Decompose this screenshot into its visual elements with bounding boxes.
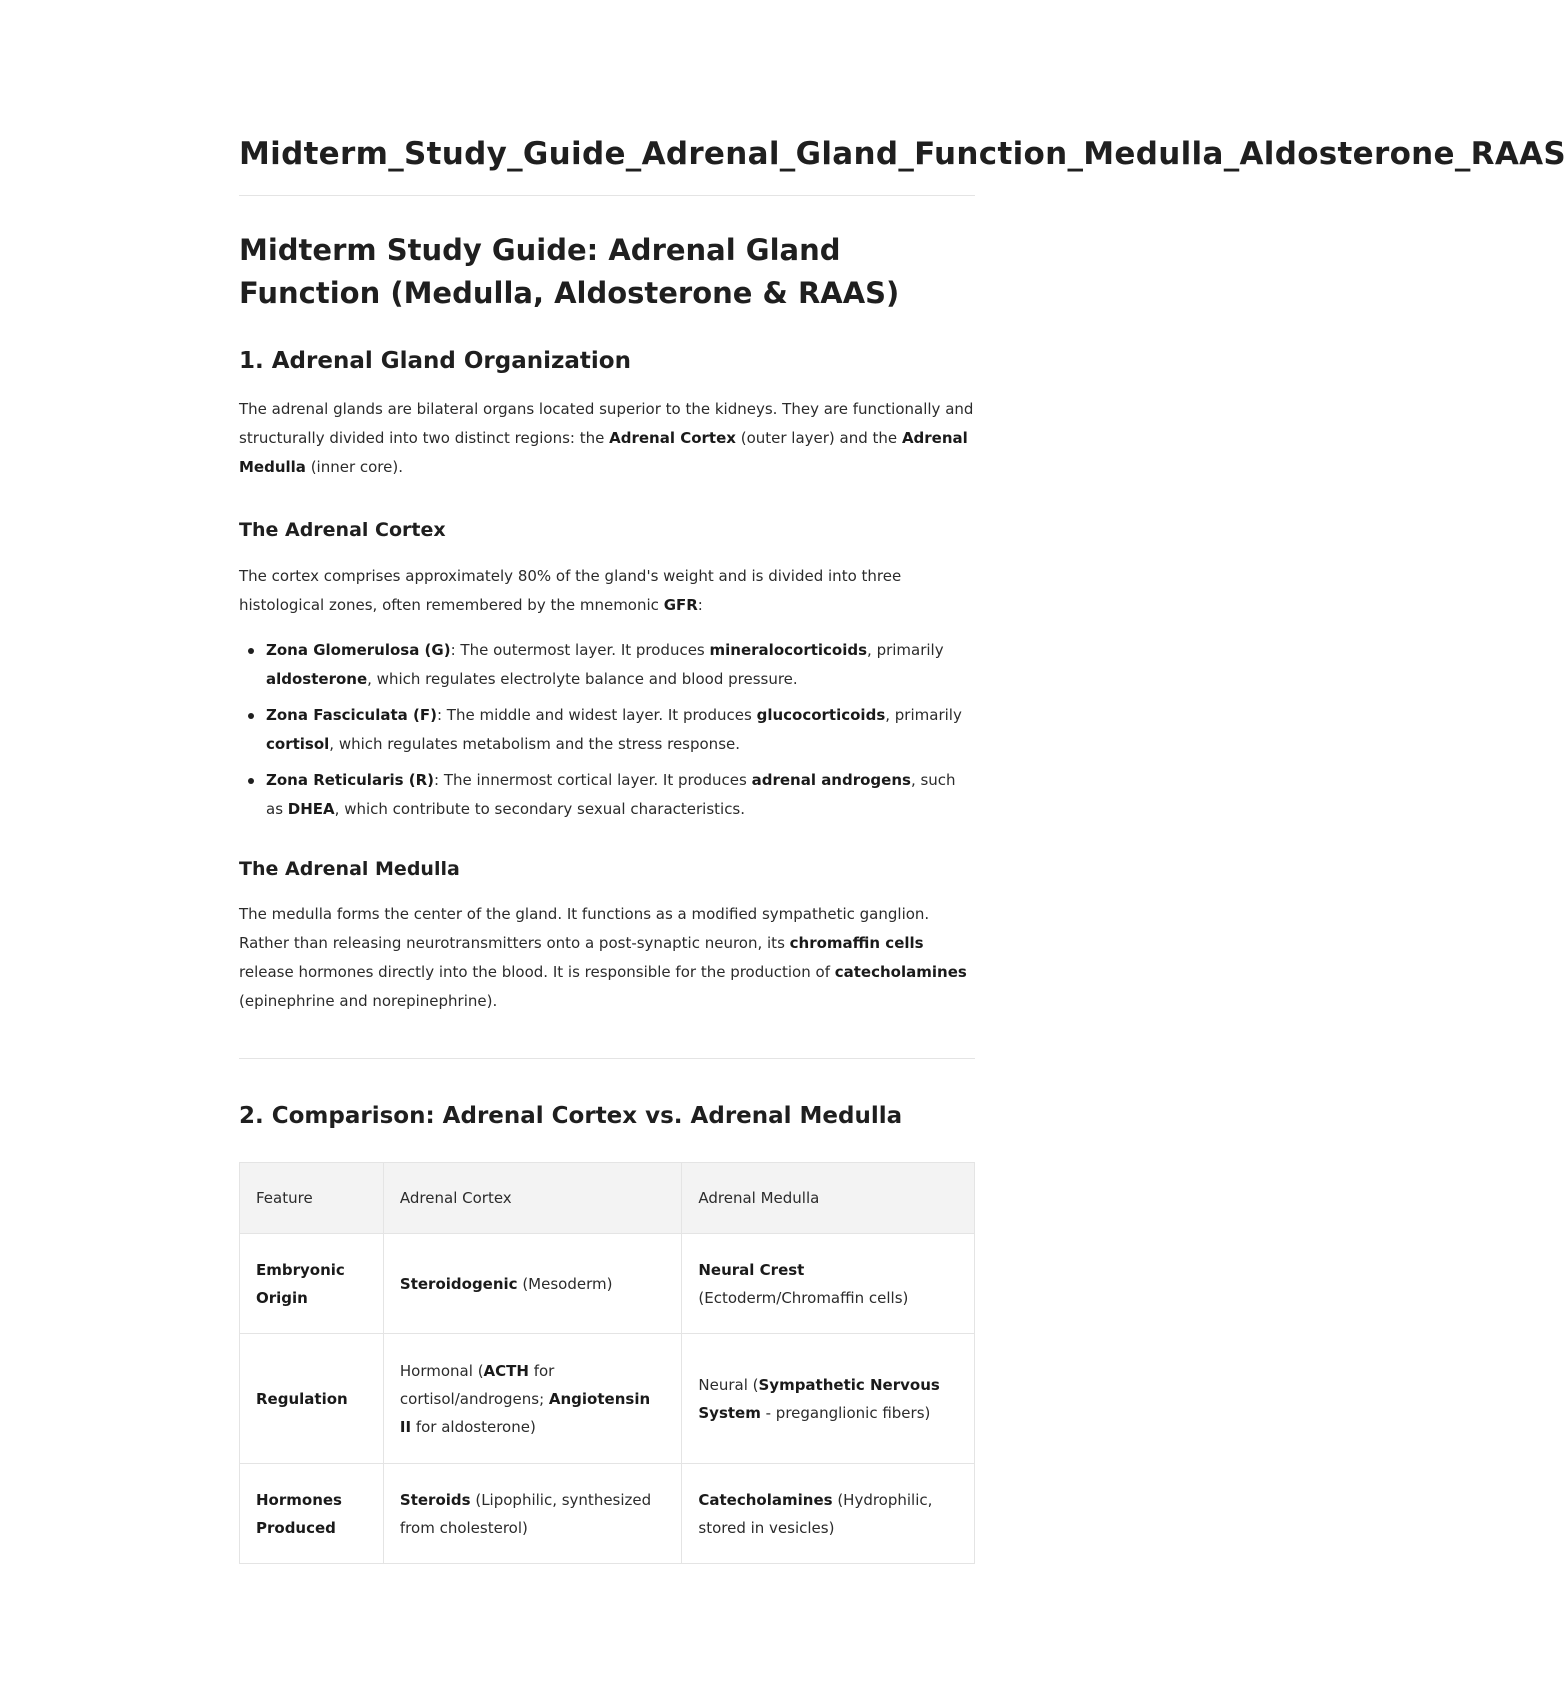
medulla-paragraph: The medulla forms the center of the gland. It functions as a modified sympathetic ganglion. Rather than releasing neurotransmitters onto a post-synaptic neuron, its chromaffin cells release hormones directly into the blood. It is responsible for the production of catecholamines (epinephrine and norepinephrine). [239, 905, 967, 1010]
table-header-row [240, 1163, 975, 1234]
bullet-icon [248, 713, 254, 719]
table-row [240, 1234, 975, 1334]
list-item-zona-glomerulosa: Zona Glomerulosa (G): The outermost layer. It produces mineralocorticoids, primarily aldosterone, which regulates electrolyte balance and blood pressure. [239, 636, 975, 694]
bullet-icon [248, 648, 254, 654]
section-2-heading: 2. Comparison: Adrenal Cortex vs. Adrenal Medulla [239, 1103, 903, 1129]
column-header-feature: Feature [240, 1163, 384, 1234]
document-title: Midterm Study Guide: Adrenal Gland Function (Medulla, Aldosterone & RAAS) [239, 233, 900, 310]
cell-cortex-regulation: Hormonal (ACTH for cortisol/androgens; Angiotensin II for aldosterone) [383, 1334, 681, 1464]
row-label-regulation: Regulation [240, 1334, 384, 1464]
comparison-table [239, 1162, 975, 1564]
table-row [240, 1464, 975, 1564]
cell-medulla-origin: Neural Crest (Ectoderm/Chromaffin cells) [682, 1234, 975, 1334]
cell-cortex-origin: Steroidogenic (Mesoderm) [383, 1234, 681, 1334]
section-divider [239, 1058, 975, 1059]
list-item-zona-reticularis: Zona Reticularis (R): The innermost cortical layer. It produces adrenal androgens, such as DHEA, which contribute to secondary sexual characteristics. [239, 766, 975, 824]
section-1-heading: 1. Adrenal Gland Organization [239, 348, 631, 374]
medulla-heading: The Adrenal Medulla [239, 858, 460, 880]
cell-cortex-hormones: Steroids (Lipophilic, synthesized from cholesterol) [383, 1464, 681, 1564]
table-row [240, 1334, 975, 1464]
title-divider [239, 195, 975, 196]
bullet-icon [248, 778, 254, 784]
column-header-medulla: Adrenal Medulla [682, 1163, 975, 1234]
cortex-paragraph: The cortex comprises approximately 80% of the gland's weight and is divided into three histological zones, often remembered by the mnemonic GFR: [239, 567, 902, 614]
file-title: Midterm_Study_Guide_Adrenal_Gland_Function_Medulla_Aldosterone_RAAS [239, 136, 1566, 172]
list-item-zona-fasciculata: Zona Fasciculata (F): The middle and widest layer. It produces glucocorticoids, primarily cortisol, which regulates metabolism and the stress response. [239, 701, 975, 759]
section-1-intro: The adrenal glands are bilateral organs located superior to the kidneys. They are functionally and structurally divided into two distinct regions: the Adrenal Cortex (outer layer) and the Adrenal Medulla (inner core). [239, 400, 974, 476]
column-header-cortex: Adrenal Cortex [383, 1163, 681, 1234]
row-label-embryonic-origin: Embryonic Origin [240, 1234, 384, 1334]
row-label-hormones-produced: Hormones Produced [240, 1464, 384, 1564]
cortex-heading: The Adrenal Cortex [239, 519, 446, 541]
cell-medulla-regulation: Neural (Sympathetic Nervous System - preganglionic fibers) [682, 1334, 975, 1464]
cell-medulla-hormones: Catecholamines (Hydrophilic, stored in vesicles) [682, 1464, 975, 1564]
cortex-zone-list [239, 636, 975, 831]
